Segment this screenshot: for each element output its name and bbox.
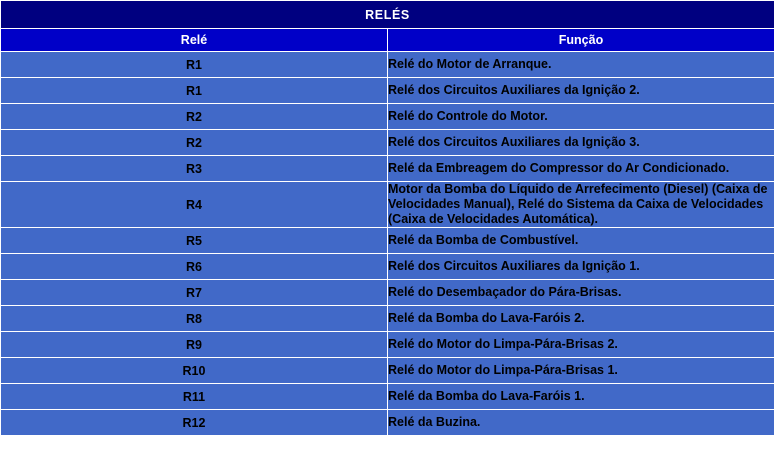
table-row: [1, 306, 775, 332]
relay-table-body: [1, 1, 775, 436]
relay-id: R8: [1, 306, 388, 332]
relay-id: R4: [1, 182, 388, 228]
relay-id: R1: [1, 78, 388, 104]
relay-id: R1: [1, 52, 388, 78]
table-title-row: [1, 1, 775, 29]
relay-id: R7: [1, 280, 388, 306]
relay-id: R11: [1, 384, 388, 410]
relay-id: R10: [1, 358, 388, 384]
table-row: [1, 52, 775, 78]
column-header-funcao: Função: [388, 29, 775, 52]
table-row: [1, 358, 775, 384]
relay-function: Relé do Motor do Limpa-Pára-Brisas 2.: [388, 332, 775, 358]
table-row: [1, 156, 775, 182]
table-row: [1, 280, 775, 306]
table-row: [1, 410, 775, 436]
relay-function: Relé da Bomba do Lava-Faróis 1.: [388, 384, 775, 410]
relay-function: Motor da Bomba do Líquido de Arrefecimento (Diesel) (Caixa de Velocidades Manual), Relé do Sistema da Caixa de Velocidades (Caixa de Velocidades Automática).: [388, 182, 775, 228]
relay-function: Relé da Bomba do Lava-Faróis 2.: [388, 306, 775, 332]
relay-id: R6: [1, 254, 388, 280]
relay-function: Relé do Controle do Motor.: [388, 104, 775, 130]
relay-id: R2: [1, 130, 388, 156]
relay-function: Relé da Embreagem do Compressor do Ar Condicionado.: [388, 156, 775, 182]
column-header-relay: Relé: [1, 29, 388, 52]
table-row: [1, 182, 775, 228]
relay-function: Relé do Motor de Arranque.: [388, 52, 775, 78]
relay-function: Relé dos Circuitos Auxiliares da Ignição 3.: [388, 130, 775, 156]
relay-function: Relé do Motor do Limpa-Pára-Brisas 1.: [388, 358, 775, 384]
table-row: [1, 332, 775, 358]
relay-id: R2: [1, 104, 388, 130]
table-row: [1, 130, 775, 156]
table-row: [1, 78, 775, 104]
table-row: [1, 104, 775, 130]
table-row: [1, 254, 775, 280]
relay-function: Relé da Bomba de Combustível.: [388, 228, 775, 254]
page-title: RELÉS: [1, 1, 775, 29]
relay-id: R12: [1, 410, 388, 436]
relay-function: Relé da Buzina.: [388, 410, 775, 436]
table-header-row: [1, 29, 775, 52]
table-row: [1, 384, 775, 410]
relay-function: Relé dos Circuitos Auxiliares da Ignição 1.: [388, 254, 775, 280]
relay-id: R5: [1, 228, 388, 254]
relay-id: R9: [1, 332, 388, 358]
table-row: [1, 228, 775, 254]
relay-id: R3: [1, 156, 388, 182]
relay-function: Relé do Desembaçador do Pára-Brisas.: [388, 280, 775, 306]
relay-function: Relé dos Circuitos Auxiliares da Ignição 2.: [388, 78, 775, 104]
